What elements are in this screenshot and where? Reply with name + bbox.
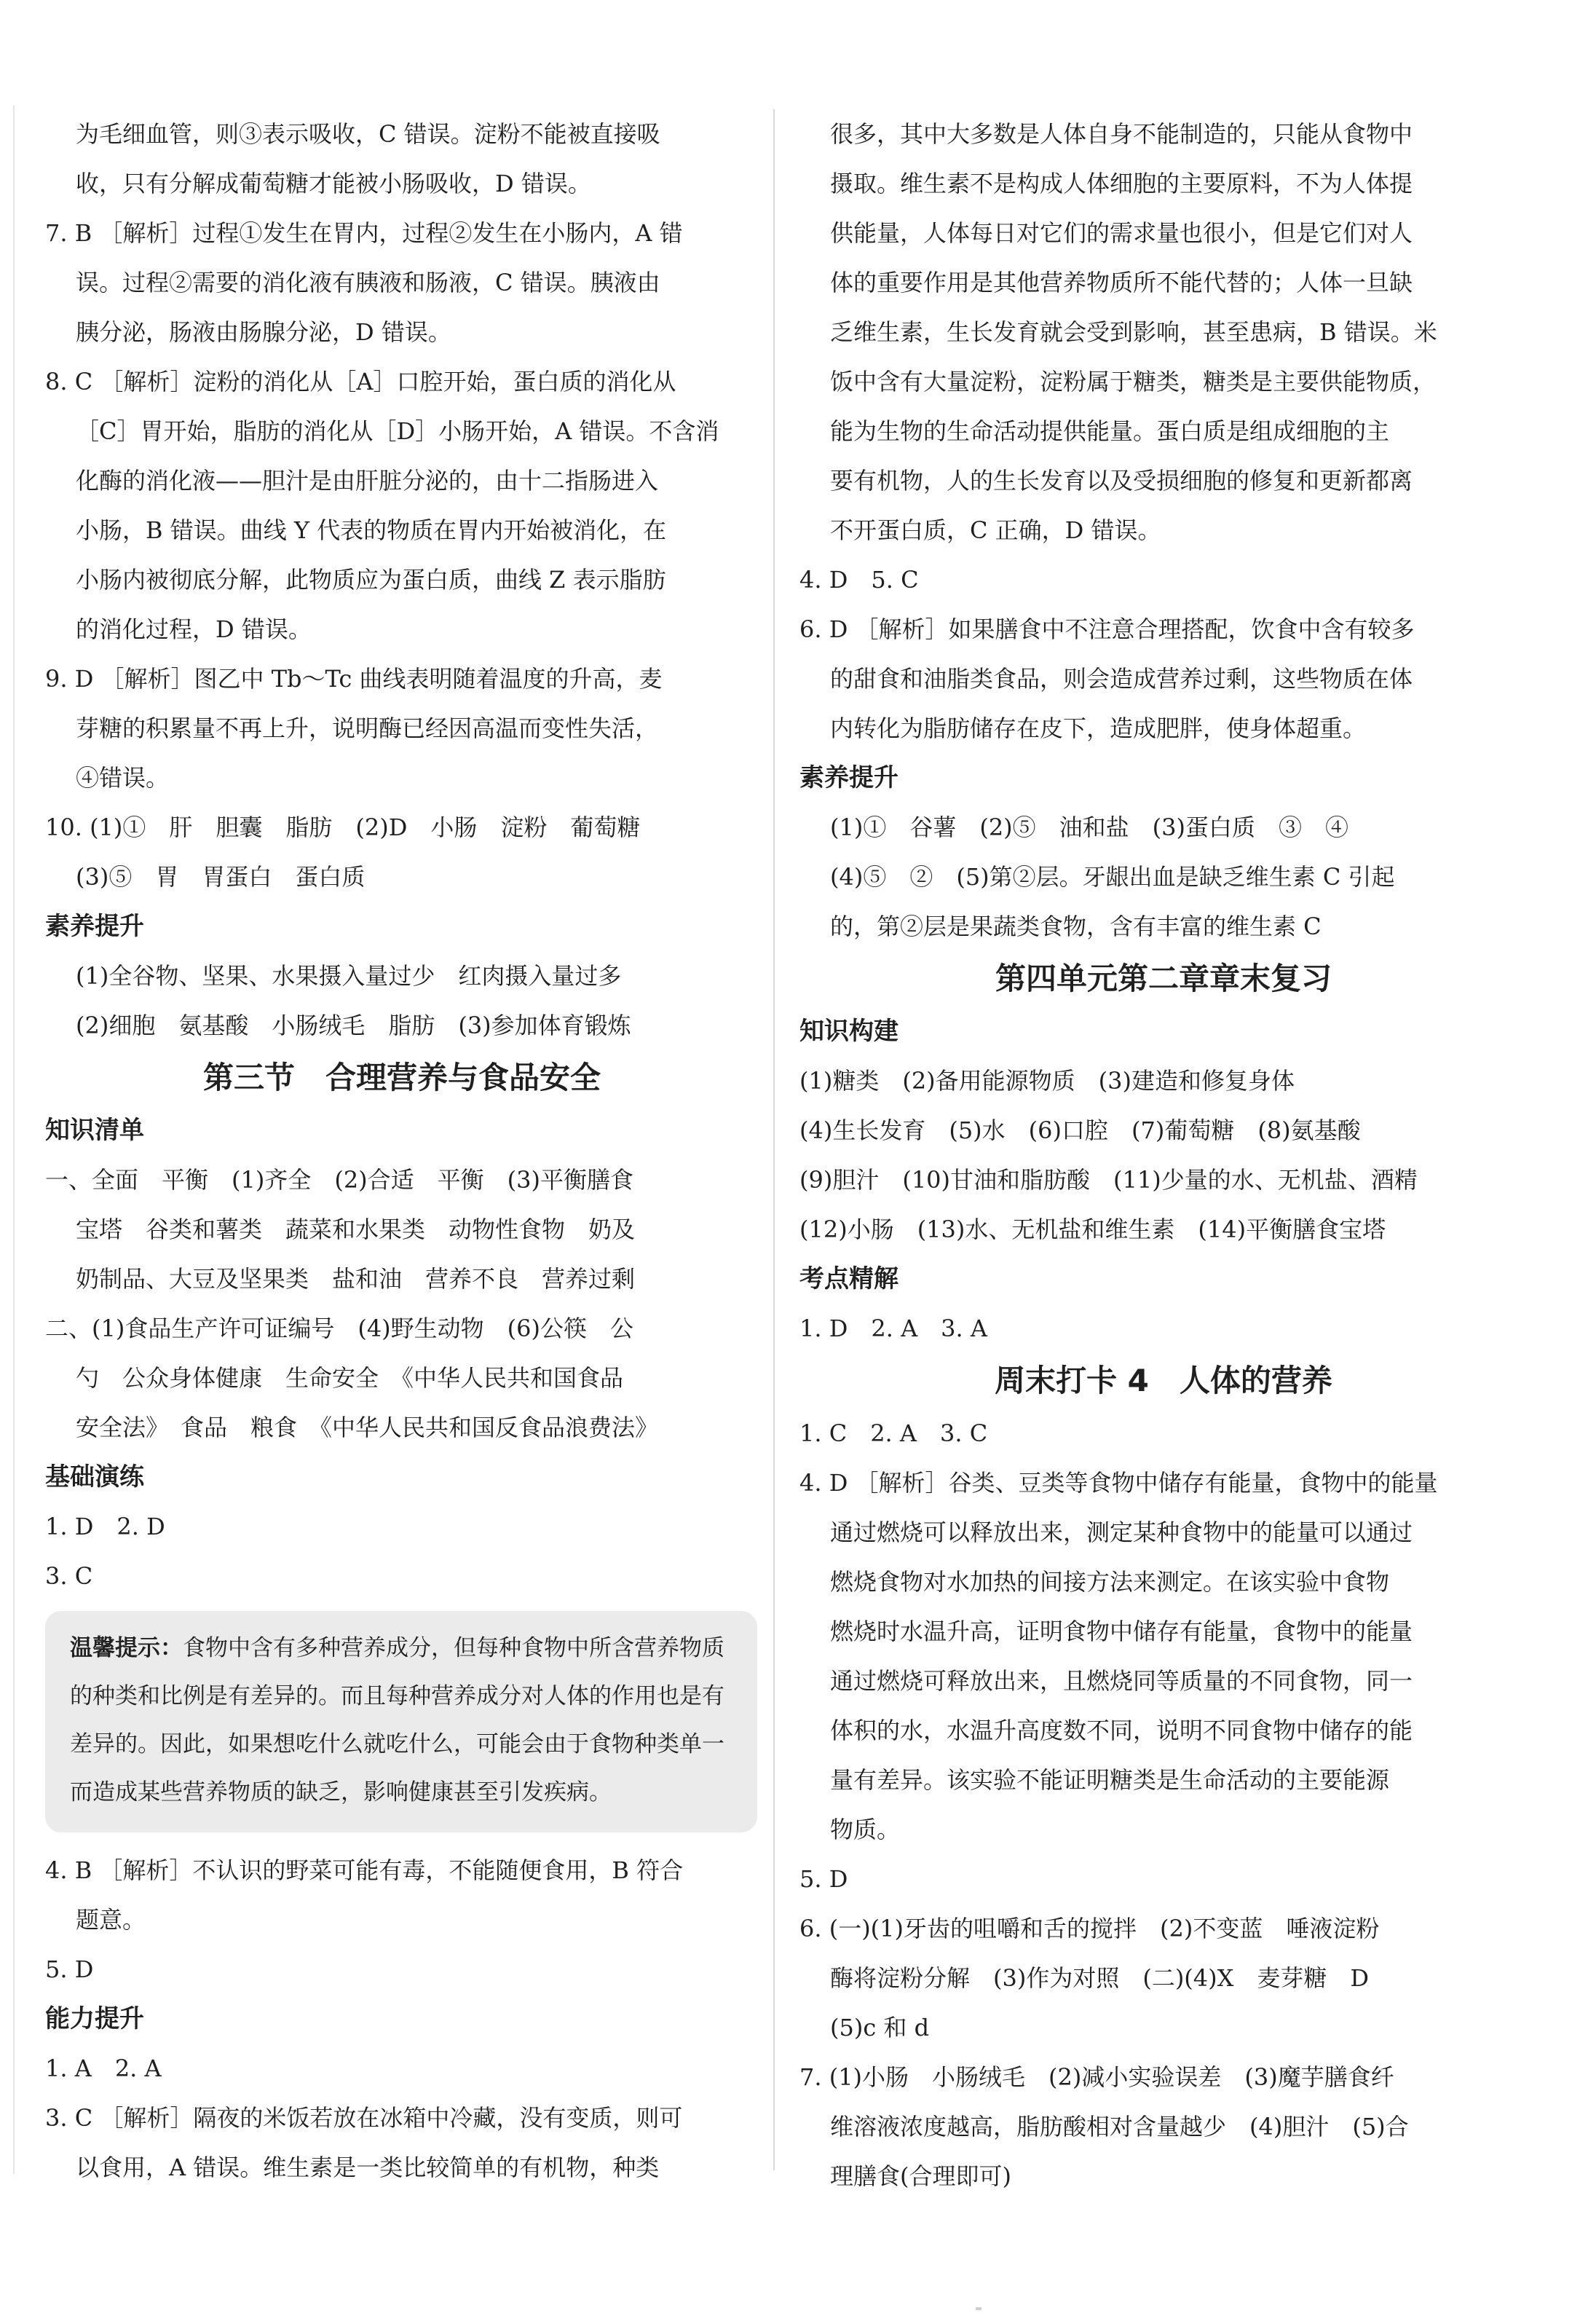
- answer-line: 的消化过程，D 错误。: [76, 615, 312, 643]
- answer-line: 安全法》 食品 粮食 《中华人民共和国反食品浪费法》: [76, 1414, 659, 1441]
- answer-line: (1)糖类 (2)备用能源物质 (3)建造和修复身体: [799, 1067, 1295, 1095]
- section-heading: 知识清单: [45, 1116, 144, 1145]
- answer-line: 小肠，B 错误。曲线 Y 代表的物质在胃内开始被消化，在: [76, 516, 667, 544]
- answer-line: 能为生物的生命活动提供能量。蛋白质是组成细胞的主: [830, 417, 1390, 445]
- answer-line: 7. B ［解析］过程①发生在胃内，过程②发生在小肠内，A 错: [45, 219, 683, 247]
- answer-line: ④错误。: [76, 764, 170, 792]
- tip-body: 食物中含有多种营养成分，但每种食物中所含营养物质的种类和比例是有差异的。而且每种营养成分对人体的作用也是有差异的。因此，如果想吃什么就吃什么，可能会由于食物种类单一而造成某些营养物质的缺乏，影响健康甚至引发疾病。: [70, 1635, 724, 1805]
- answer-line: 内转化为脂肪储存在皮下，造成肥胖，使身体超重。: [830, 714, 1367, 742]
- answer-line: 以食用，A 错误。维生素是一类比较简单的有机物，种类: [76, 2154, 660, 2181]
- tip-text: [70, 1624, 732, 1816]
- answer-line: 化酶的消化液——胆汁是由肝脏分泌的，由十二指肠进入: [76, 467, 659, 495]
- answer-line: (2)细胞 氨基酸 小肠绒毛 脂肪 (3)参加体育锻炼: [76, 1012, 631, 1039]
- answer-line: 1. C 2. A 3. C: [799, 1419, 988, 1447]
- footer-mark: [976, 2307, 981, 2310]
- right-column: [799, 109, 1528, 2201]
- tip-heading: 温馨提示：: [70, 1635, 183, 1661]
- answer-line: (9)胆汁 (10)甘油和脂肪酸 (11)少量的水、无机盐、酒精: [799, 1166, 1418, 1194]
- answer-line: 5. D: [45, 1955, 94, 1983]
- answer-line: 3. C: [45, 1562, 93, 1590]
- answer-line: 10. (1)① 肝 胆囊 脂肪 (2)D 小肠 淀粉 葡萄糖: [45, 814, 641, 841]
- answer-line: 摄取。维生素不是构成人体细胞的主要原料，不为人体提: [830, 170, 1413, 197]
- answer-line: 不开蛋白质，C 正确，D 错误。: [830, 516, 1161, 544]
- answer-line: (1)全谷物、坚果、水果摄入量过少 红肉摄入量过多: [76, 962, 622, 990]
- binding-margin: [13, 106, 15, 2174]
- answer-line: 胰分泌，肠液由肠腺分泌，D 错误。: [76, 318, 451, 346]
- answer-line: 3. C ［解析］隔夜的米饭若放在冰箱中冷藏，没有变质，则可: [45, 2104, 683, 2132]
- answer-line: 饭中含有大量淀粉，淀粉属于糖类，糖类是主要供能物质，: [830, 368, 1437, 395]
- answer-line: 的甜食和油脂类食品，则会造成营养过剩，这些物质在体: [830, 665, 1413, 693]
- answer-line: 供能量，人体每日对它们的需求量也很小，但是它们对人: [830, 219, 1413, 247]
- section-heading: 基础演练: [45, 1462, 144, 1492]
- answer-line: 奶制品、大豆及坚果类 盐和油 营养不良 营养过剩: [76, 1265, 636, 1293]
- answer-line: 4. D 5. C: [799, 566, 919, 594]
- section-heading: 考点精解: [799, 1264, 898, 1293]
- section-heading: 素养提升: [45, 912, 144, 941]
- answer-line: 体积的水，水温升高度数不同，说明不同食物中储存的能: [830, 1717, 1413, 1744]
- answer-line: 要有机物，人的生长发育以及受损细胞的修复和更新都离: [830, 467, 1413, 495]
- answer-line: 芽糖的积累量不再上升，说明酶已经因高温而变性失活，: [76, 714, 659, 742]
- answer-line: 维溶液浓度越高，脂肪酸相对含量越少 (4)胆汁 (5)合: [830, 2113, 1409, 2140]
- chapter-title: 第四单元第二章章末复习: [995, 961, 1332, 996]
- answer-line: 题意。: [76, 1906, 146, 1934]
- section-heading: 能力提升: [45, 2004, 144, 2033]
- answer-line: 6. (一)(1)牙齿的咀嚼和舌的搅拌 (2)不变蓝 唾液淀粉: [799, 1915, 1380, 1942]
- answer-line: 理膳食(合理即可): [830, 2162, 1011, 2190]
- answer-line: 乏维生素，生长发育就会受到影响，甚至患病，B 错误。米: [830, 318, 1437, 346]
- answer-line: 很多，其中大多数是人体自身不能制造的，只能从食物中: [830, 120, 1413, 148]
- answer-line: 一、全面 平衡 (1)齐全 (2)合适 平衡 (3)平衡膳食: [45, 1166, 633, 1194]
- chapter-title: 周末打卡 4 人体的营养: [995, 1363, 1332, 1398]
- answer-line: 收，只有分解成葡萄糖才能被小肠吸收，D 错误。: [76, 170, 591, 197]
- answer-line: 1. A 2. A: [45, 2055, 162, 2082]
- answer-line: 1. D 2. D: [45, 1513, 165, 1540]
- answer-line: 5. D: [799, 1865, 848, 1893]
- answer-line: 4. B ［解析］不认识的野菜可能有毒，不能随便食用，B 符合: [45, 1856, 684, 1884]
- answer-line: 勺 公众身体健康 生命安全 《中华人民共和国食品: [76, 1364, 624, 1392]
- answer-line: 燃烧食物对水加热的间接方法来测定。在该实验中食物: [830, 1568, 1390, 1596]
- answer-line: 误。过程②需要的消化液有胰液和肠液，C 错误。胰液由: [76, 269, 660, 296]
- answer-line: 通过燃烧可释放出来，且燃烧同等质量的不同食物，同一: [830, 1667, 1413, 1695]
- answer-line: 8. C ［解析］淀粉的消化从［A］口腔开始，蛋白质的消化从: [45, 368, 676, 395]
- answer-line: (4)生长发育 (5)水 (6)口腔 (7)葡萄糖 (8)氨基酸: [799, 1116, 1361, 1144]
- answer-line: ［C］胃开始，脂肪的消化从［D］小肠开始，A 错误。不含消: [76, 417, 719, 445]
- answer-line: 物质。: [830, 1816, 901, 1843]
- answer-line: 1. D 2. A 3. A: [799, 1315, 987, 1342]
- answer-line: (12)小肠 (13)水、无机盐和维生素 (14)平衡膳食宝塔: [799, 1216, 1386, 1243]
- left-column: [45, 109, 759, 2192]
- answer-line: 6. D ［解析］如果膳食中不注意合理搭配，饮食中含有较多: [799, 615, 1415, 643]
- section-heading: 知识构建: [799, 1017, 898, 1046]
- answer-line: 燃烧时水温升高，证明食物中储存有能量，食物中的能量: [830, 1618, 1413, 1645]
- answer-line: 体的重要作用是其他营养物质所不能代替的；人体一旦缺: [830, 269, 1413, 296]
- answer-line: (5)c 和 d: [830, 2014, 930, 2041]
- answer-line: 的，第②层是果蔬类食物，含有丰富的维生素 C: [830, 913, 1322, 940]
- section-heading: 素养提升: [799, 763, 898, 792]
- answer-line: 宝塔 谷类和薯类 蔬菜和水果类 动物性食物 奶及: [76, 1216, 636, 1243]
- chapter-title: 第三节 合理营养与食品安全: [202, 1060, 601, 1095]
- tip-box: [45, 1611, 757, 1832]
- answer-line: 量有差异。该实验不能证明糖类是生命活动的主要能源: [830, 1766, 1390, 1794]
- answer-line: (3)⑤ 胃 胃蛋白 蛋白质: [76, 863, 366, 891]
- answer-line: 9. D ［解析］图乙中 Tb～Tc 曲线表明随着温度的升高，麦: [45, 665, 663, 693]
- answer-line: (4)⑤ ② (5)第②层。牙龈出血是缺乏维生素 C 引起: [830, 863, 1395, 891]
- answer-line: 酶将淀粉分解 (3)作为对照 (二)(4)X 麦芽糖 D: [830, 1964, 1370, 1992]
- answer-line: 通过燃烧可以释放出来，测定某种食物中的能量可以通过: [830, 1519, 1413, 1546]
- answer-line: 7. (1)小肠 小肠绒毛 (2)减小实验误差 (3)魔芋膳食纤: [799, 2063, 1394, 2091]
- answer-line: 小肠内被彻底分解，此物质应为蛋白质，曲线 Z 表示脂肪: [76, 566, 666, 594]
- answer-line: 二、(1)食品生产许可证编号 (4)野生动物 (6)公筷 公: [45, 1315, 633, 1342]
- answer-line: (1)① 谷薯 (2)⑤ 油和盐 (3)蛋白质 ③ ④: [830, 814, 1348, 841]
- answer-line: 为毛细血管，则③表示吸收，C 错误。淀粉不能被直接吸: [76, 120, 660, 148]
- answer-line: 4. D ［解析］谷类、豆类等食物中储存有能量，食物中的能量: [799, 1469, 1438, 1497]
- column-divider: [773, 109, 775, 2170]
